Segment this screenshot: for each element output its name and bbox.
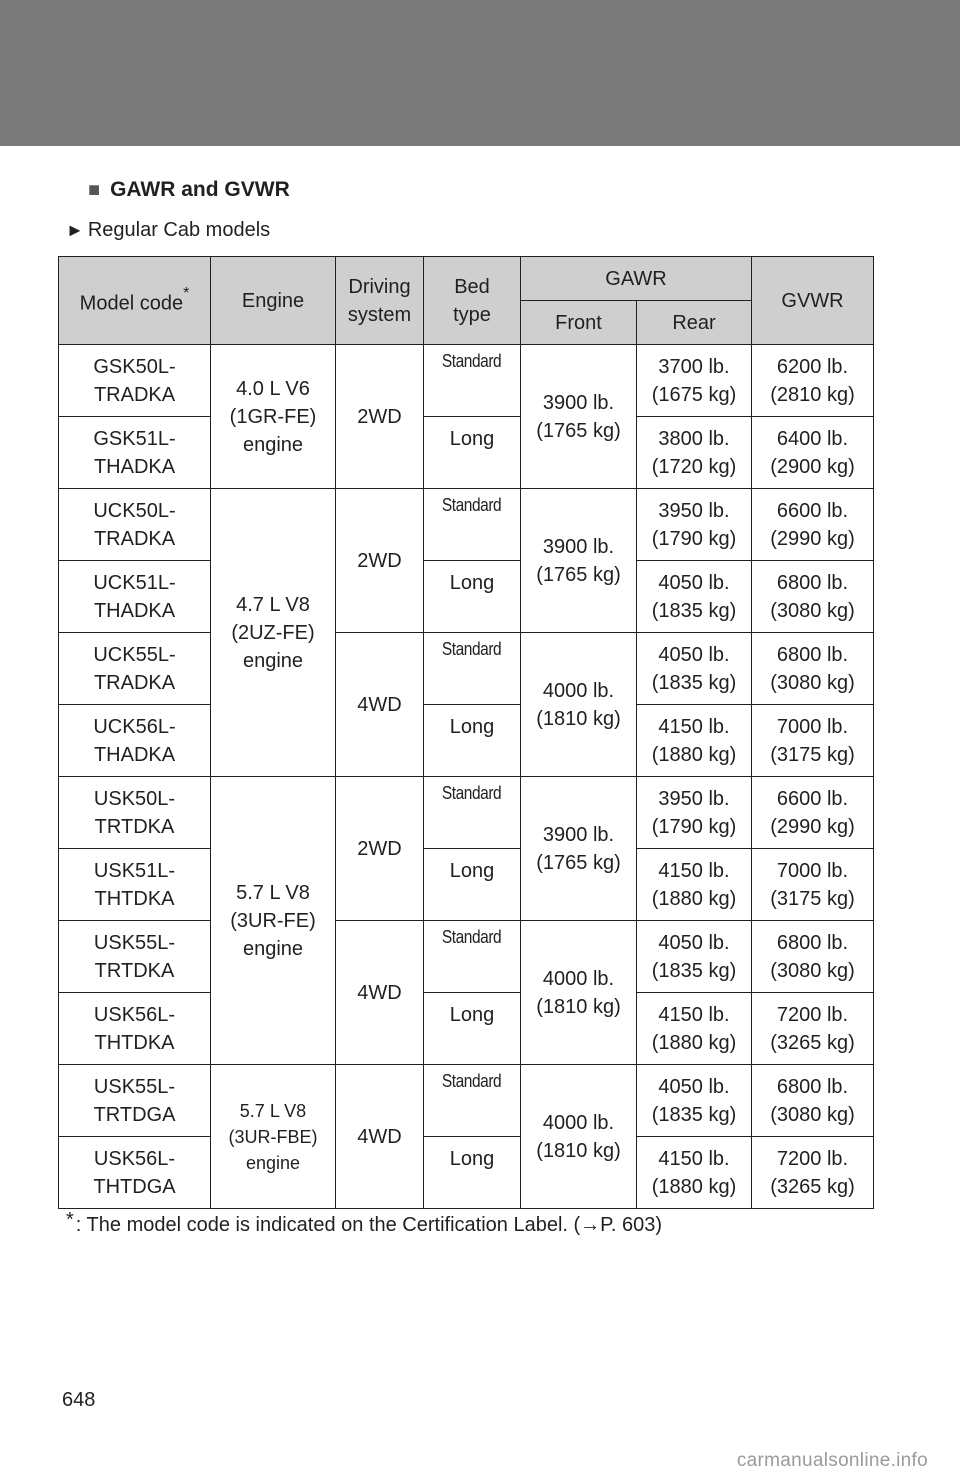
table-row — [59, 921, 874, 993]
model-code-cell: UCK55L- TRADKA — [59, 633, 211, 705]
bed-type-cell: Standard — [424, 1065, 521, 1137]
drive-cell: 4WD — [336, 1065, 424, 1209]
model-code-cell: UCK56L- THADKA — [59, 705, 211, 777]
gvwr-cell: 6800 lb. (3080 kg) — [752, 1065, 874, 1137]
gvwr-cell: 6600 lb. (2990 kg) — [752, 777, 874, 849]
front-gawr-cell: 4000 lb. (1810 kg) — [521, 633, 637, 777]
header-model-code: Model code* — [59, 257, 211, 345]
subsection-title: Regular Cab models — [87, 219, 271, 241]
front-gawr-cell: 4000 lb. (1810 kg) — [521, 921, 637, 1065]
bed-type-cell: Standard — [424, 489, 521, 561]
bed-type-cell: Long — [424, 561, 521, 633]
drive-cell: 4WD — [336, 633, 424, 777]
front-gawr-cell: 3900 lb. (1765 kg) — [521, 489, 637, 633]
bed-type-cell: Long — [424, 993, 521, 1065]
bed-type-cell: Standard — [424, 921, 521, 993]
model-code-cell: GSK50L- TRADKA — [59, 345, 211, 417]
model-code-cell: USK56L- THTDKA — [59, 993, 211, 1065]
model-code-cell: UCK50L- TRADKA — [59, 489, 211, 561]
drive-cell: 4WD — [336, 921, 424, 1065]
drive-cell: 2WD — [336, 777, 424, 921]
gvwr-cell: 7000 lb. (3175 kg) — [752, 849, 874, 921]
gvwr-cell: 6600 lb. (2990 kg) — [752, 489, 874, 561]
header-rear: Rear — [637, 301, 752, 345]
watermark: carmanualsonline.info — [736, 1450, 928, 1471]
footnote — [66, 1209, 663, 1237]
table-row — [59, 561, 874, 633]
gawr-gvwr-table — [58, 256, 874, 1209]
rear-gawr-cell: 4150 lb. (1880 kg) — [637, 849, 752, 921]
section-heading — [88, 178, 290, 202]
gvwr-cell: 6800 lb. (3080 kg) — [752, 921, 874, 993]
drive-cell: 2WD — [336, 345, 424, 489]
square-bullet-icon: ■ — [88, 178, 101, 201]
gvwr-cell: 6800 lb. (3080 kg) — [752, 561, 874, 633]
gvwr-cell: 7000 lb. (3175 kg) — [752, 705, 874, 777]
table-row — [59, 705, 874, 777]
model-code-cell: UCK51L- THADKA — [59, 561, 211, 633]
gvwr-cell: 7200 lb. (3265 kg) — [752, 993, 874, 1065]
triangle-bullet-icon: ► — [66, 220, 84, 240]
front-gawr-cell: 3900 lb. (1765 kg) — [521, 345, 637, 489]
section-title: GAWR and GVWR — [110, 178, 290, 201]
table-row — [59, 1137, 874, 1209]
rear-gawr-cell: 3800 lb. (1720 kg) — [637, 417, 752, 489]
header-driving-system: Driving system — [336, 257, 424, 345]
table-row — [59, 1065, 874, 1137]
bed-type-cell: Standard — [424, 777, 521, 849]
header-bed-type: Bed type — [424, 257, 521, 345]
table-row — [59, 849, 874, 921]
asterisk-icon: * — [66, 1209, 74, 1231]
drive-cell: 2WD — [336, 489, 424, 633]
rear-gawr-cell: 4150 lb. (1880 kg) — [637, 705, 752, 777]
bed-type-cell: Long — [424, 705, 521, 777]
front-gawr-cell: 4000 lb. (1810 kg) — [521, 1065, 637, 1209]
model-code-cell: USK56L- THTDGA — [59, 1137, 211, 1209]
rear-gawr-cell: 4050 lb. (1835 kg) — [637, 633, 752, 705]
rear-gawr-cell: 4150 lb. (1880 kg) — [637, 1137, 752, 1209]
bed-type-cell: Long — [424, 849, 521, 921]
engine-cell: 4.0 L V6 (1GR-FE) engine — [211, 345, 336, 489]
table-row — [59, 489, 874, 561]
table-row — [59, 345, 874, 417]
gvwr-cell: 6400 lb. (2900 kg) — [752, 417, 874, 489]
rear-gawr-cell: 4050 lb. (1835 kg) — [637, 1065, 752, 1137]
header-band — [0, 0, 960, 146]
bed-type-cell: Long — [424, 1137, 521, 1209]
engine-cell: 4.7 L V8 (2UZ-FE) engine — [211, 489, 336, 777]
page-number: 648 — [62, 1389, 96, 1411]
header-front: Front — [521, 301, 637, 345]
bed-type-cell: Long — [424, 417, 521, 489]
model-code-cell: USK55L- TRTDGA — [59, 1065, 211, 1137]
rear-gawr-cell: 3950 lb. (1790 kg) — [637, 489, 752, 561]
rear-gawr-cell: 3700 lb. (1675 kg) — [637, 345, 752, 417]
header-gawr: GAWR — [521, 257, 752, 301]
front-gawr-cell: 3900 lb. (1765 kg) — [521, 777, 637, 921]
model-code-cell: GSK51L- THADKA — [59, 417, 211, 489]
bed-type-cell: Standard — [424, 633, 521, 705]
table-row — [59, 633, 874, 705]
rear-gawr-cell: 4150 lb. (1880 kg) — [637, 993, 752, 1065]
table-row — [59, 993, 874, 1065]
gvwr-cell: 6800 lb. (3080 kg) — [752, 633, 874, 705]
header-gvwr: GVWR — [752, 257, 874, 345]
engine-cell: 5.7 L V8 (3UR-FBE) engine — [211, 1065, 336, 1209]
gvwr-cell: 7200 lb. (3265 kg) — [752, 1137, 874, 1209]
table-row — [59, 777, 874, 849]
bed-type-cell: Standard — [424, 345, 521, 417]
rear-gawr-cell: 4050 lb. (1835 kg) — [637, 561, 752, 633]
sub-heading — [66, 219, 270, 242]
model-code-cell: USK50L- TRTDKA — [59, 777, 211, 849]
model-code-cell: USK51L- THTDKA — [59, 849, 211, 921]
table-row — [59, 417, 874, 489]
gvwr-cell: 6200 lb. (2810 kg) — [752, 345, 874, 417]
footnote-text: : The model code is indicated on the Certification Label. (→P. 603) — [75, 1214, 663, 1236]
rear-gawr-cell: 4050 lb. (1835 kg) — [637, 921, 752, 993]
engine-cell: 5.7 L V8 (3UR-FE) engine — [211, 777, 336, 1065]
model-code-cell: USK55L- TRTDKA — [59, 921, 211, 993]
rear-gawr-cell: 3950 lb. (1790 kg) — [637, 777, 752, 849]
header-engine: Engine — [211, 257, 336, 345]
asterisk-icon: * — [183, 284, 190, 302]
